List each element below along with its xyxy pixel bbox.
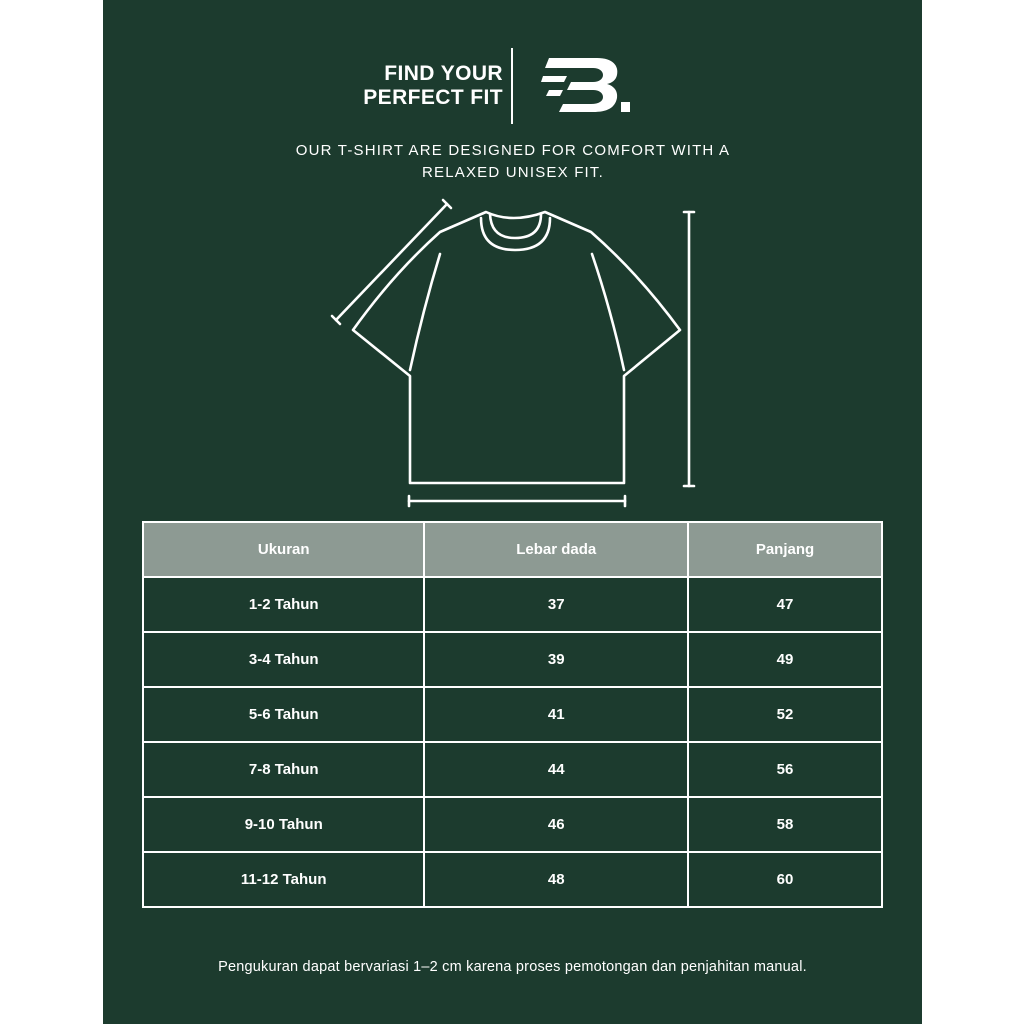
tagline (263, 140, 763, 184)
tagline-line-2: RELAXED UNISEX FIT. (421, 164, 604, 181)
footnote: Pengukuran dapat bervariasi 1–2 cm karena proses pemotongan dan penjahitan manual. (218, 959, 807, 975)
cell-length: 56 (688, 742, 882, 797)
cell-chest-width: 46 (424, 797, 688, 852)
cell-size: 5-6 Tahun (143, 687, 424, 742)
tshirt-measurement-icon (103, 190, 922, 520)
cell-size: 3-4 Tahun (143, 632, 424, 687)
cell-length: 52 (688, 687, 882, 742)
header-size: Ukuran (143, 522, 424, 577)
cell-length: 49 (688, 632, 882, 687)
brand-logo (541, 54, 637, 116)
cell-size: 1-2 Tahun (143, 577, 424, 632)
table-row (143, 577, 882, 632)
header-divider (511, 48, 513, 124)
cell-length: 60 (688, 852, 882, 907)
cell-size: 7-8 Tahun (143, 742, 424, 797)
tagline-line-1: OUR T-SHIRT ARE DESIGNED FOR COMFORT WITH A (295, 142, 731, 159)
table-header-row (143, 522, 882, 577)
sleeve-measure-line (336, 204, 447, 320)
cell-size: 9-10 Tahun (143, 797, 424, 852)
cell-chest-width: 44 (424, 742, 688, 797)
cell-length: 58 (688, 797, 882, 852)
header-chest-width: Lebar dada (424, 522, 688, 577)
cell-chest-width: 37 (424, 577, 688, 632)
table-row (143, 632, 882, 687)
table-row (143, 687, 882, 742)
headline (303, 62, 503, 110)
table-row (143, 742, 882, 797)
cell-chest-width: 39 (424, 632, 688, 687)
cell-length: 47 (688, 577, 882, 632)
cell-size: 11-12 Tahun (143, 852, 424, 907)
headline-line-1: FIND YOUR (384, 62, 503, 85)
headline-line-2: PERFECT FIT (363, 86, 503, 109)
cell-chest-width: 41 (424, 687, 688, 742)
size-table (142, 521, 883, 908)
table-row (143, 797, 882, 852)
cell-chest-width: 48 (424, 852, 688, 907)
size-chart-card (103, 0, 922, 1024)
header-length: Panjang (688, 522, 882, 577)
table-row (143, 852, 882, 907)
